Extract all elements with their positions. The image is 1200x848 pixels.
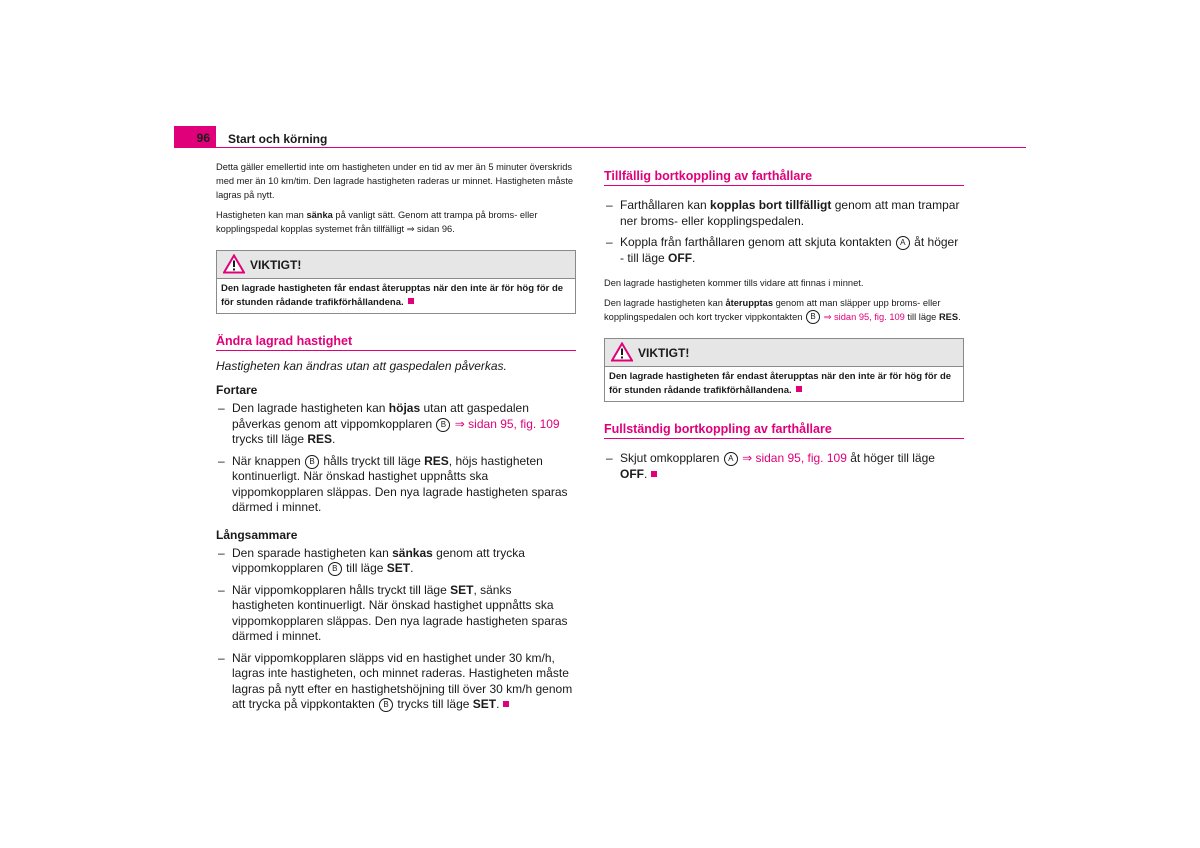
warning-triangle-icon <box>223 254 245 274</box>
warning-box <box>604 338 964 402</box>
key-b-icon: B <box>305 455 319 469</box>
dash-bullet: – <box>606 451 613 465</box>
end-marker <box>503 701 509 707</box>
resume-paragraph: Den lagrade hastigheten kan återupptas genom att man släpper upp broms- eller kopplingspedalen och kort trycker vippkontakten B ⇒ sidan 95, fig. 109 till läge RES. <box>604 298 961 322</box>
section-intro: Hastigheten kan ändras utan att gaspedalen påverkas. <box>216 359 507 373</box>
header-rule <box>216 147 1026 148</box>
warning-header <box>217 251 575 279</box>
list-item: – Den lagrade hastigheten kan höjas utan att gaspedalen påverkas genom att vippomkopplaren B ⇒ sidan 95, fig. 109 trycks till läge RES. <box>218 401 560 446</box>
lower-speed-paragraph: Hastigheten kan man sänka på vanligt sätt. Genom att trampa på broms- eller kopplingspedal kopplas systemet från tillfälligt ⇒ sidan 96. <box>216 210 538 234</box>
list-item: – När knappen B hålls tryckt till läge RES, höjs hastigheten kontinuerligt. När önskad hastighet uppnåtts ska vippomkopplaren släppas. Den nya lagrade hastigheten sparas därmed i minnet. <box>218 453 568 514</box>
end-marker <box>408 298 414 304</box>
warning-text: Den lagrade hastigheten får endast återupptas när den inte är för hög för de för stunden rådande trafikförhållandena. <box>609 371 952 396</box>
key-b-icon: B <box>328 562 342 576</box>
intro-paragraph: Detta gäller emellertid inte om hastigheten under en tid av mer än 5 minuter överskrids med mer än 10 km/tim. Den lagrade hastigheten raderas ur minnet. Hastigheten måste lagras på nytt. <box>216 162 574 200</box>
warning-triangle-icon <box>611 342 633 362</box>
end-marker <box>651 471 657 477</box>
dash-bullet: – <box>218 545 225 560</box>
warning-box <box>216 250 576 314</box>
warning-text: Den lagrade hastigheten får endast återupptas när den inte är för hög för de för stunden rådande trafikförhållandena. <box>221 283 564 308</box>
dash-bullet: – <box>606 198 613 212</box>
list-item: – Den sparade hastigheten kan sänkas genom att trycka vippomkopplaren B till läge SET. <box>218 545 525 575</box>
list-item: – Koppla från farthållaren genom att skjuta kontakten A åt höger - till läge OFF. <box>606 235 959 265</box>
list-item: – Farthållaren kan kopplas bort tillfälligt genom att man trampar ner broms- eller kopplingspedalen. <box>606 198 960 228</box>
page-number: 96 <box>196 131 210 145</box>
key-a-icon: A <box>724 452 738 466</box>
dash-bullet: – <box>218 453 225 468</box>
key-b-icon: B <box>379 698 393 712</box>
warning-header <box>605 339 963 367</box>
subheading-fortare: Fortare <box>216 383 258 397</box>
dash-bullet: – <box>218 401 225 415</box>
subheading-langsammare: Långsammare <box>216 527 298 542</box>
section-title-full-disengage: Fullständig bortkoppling av farthållare <box>604 422 964 439</box>
left-column <box>216 160 576 719</box>
section-title-change-speed: Ändra lagrad hastighet <box>216 334 576 351</box>
page-reference-link[interactable]: ⇒ sidan 95, fig. 109 <box>823 312 905 322</box>
page-reference-link[interactable]: ⇒ sidan 95, fig. 109 <box>454 416 560 431</box>
list-item: – När vippomkopplaren släpps vid en hastighet under 30 km/h, lagras inte hastigheten, och minnet raderas. Hastigheten måste lagras på nytt efter en hastighetshöjning till över 30 km/h genom att trycka på vippkontakten B trycks till läge SET. <box>218 650 573 711</box>
key-b-icon: B <box>806 310 820 324</box>
dash-bullet: – <box>218 650 225 665</box>
list-item: – Skjut omkopplaren A ⇒ sidan 95, fig. 109 åt höger till läge OFF. <box>606 451 935 481</box>
warning-label: VIKTIGT! <box>250 258 302 272</box>
dash-bullet: – <box>606 235 613 249</box>
page-reference-link[interactable]: ⇒ sidan 95, fig. 109 <box>742 451 847 465</box>
end-marker <box>796 386 802 392</box>
right-column <box>604 160 964 488</box>
dash-bullet: – <box>218 582 225 597</box>
list-item: – När vippomkopplaren hålls tryckt till läge SET, sänks hastigheten kontinuerligt. När önskad hastighet uppnåtts ska vippomkopplaren släppas. Den nya lagrade hastigheten sparas därmed i minnet. <box>218 582 568 643</box>
page-number-box <box>174 126 216 148</box>
chapter-title: Start och körning <box>228 132 328 146</box>
section-title-temporary-disengage: Tillfällig bortkoppling av farthållare <box>604 169 964 186</box>
warning-label: VIKTIGT! <box>638 346 690 360</box>
memory-paragraph: Den lagrade hastigheten kommer tills vidare att finnas i minnet. <box>604 278 864 288</box>
key-a-icon: A <box>896 236 910 250</box>
key-b-icon: B <box>436 418 450 432</box>
